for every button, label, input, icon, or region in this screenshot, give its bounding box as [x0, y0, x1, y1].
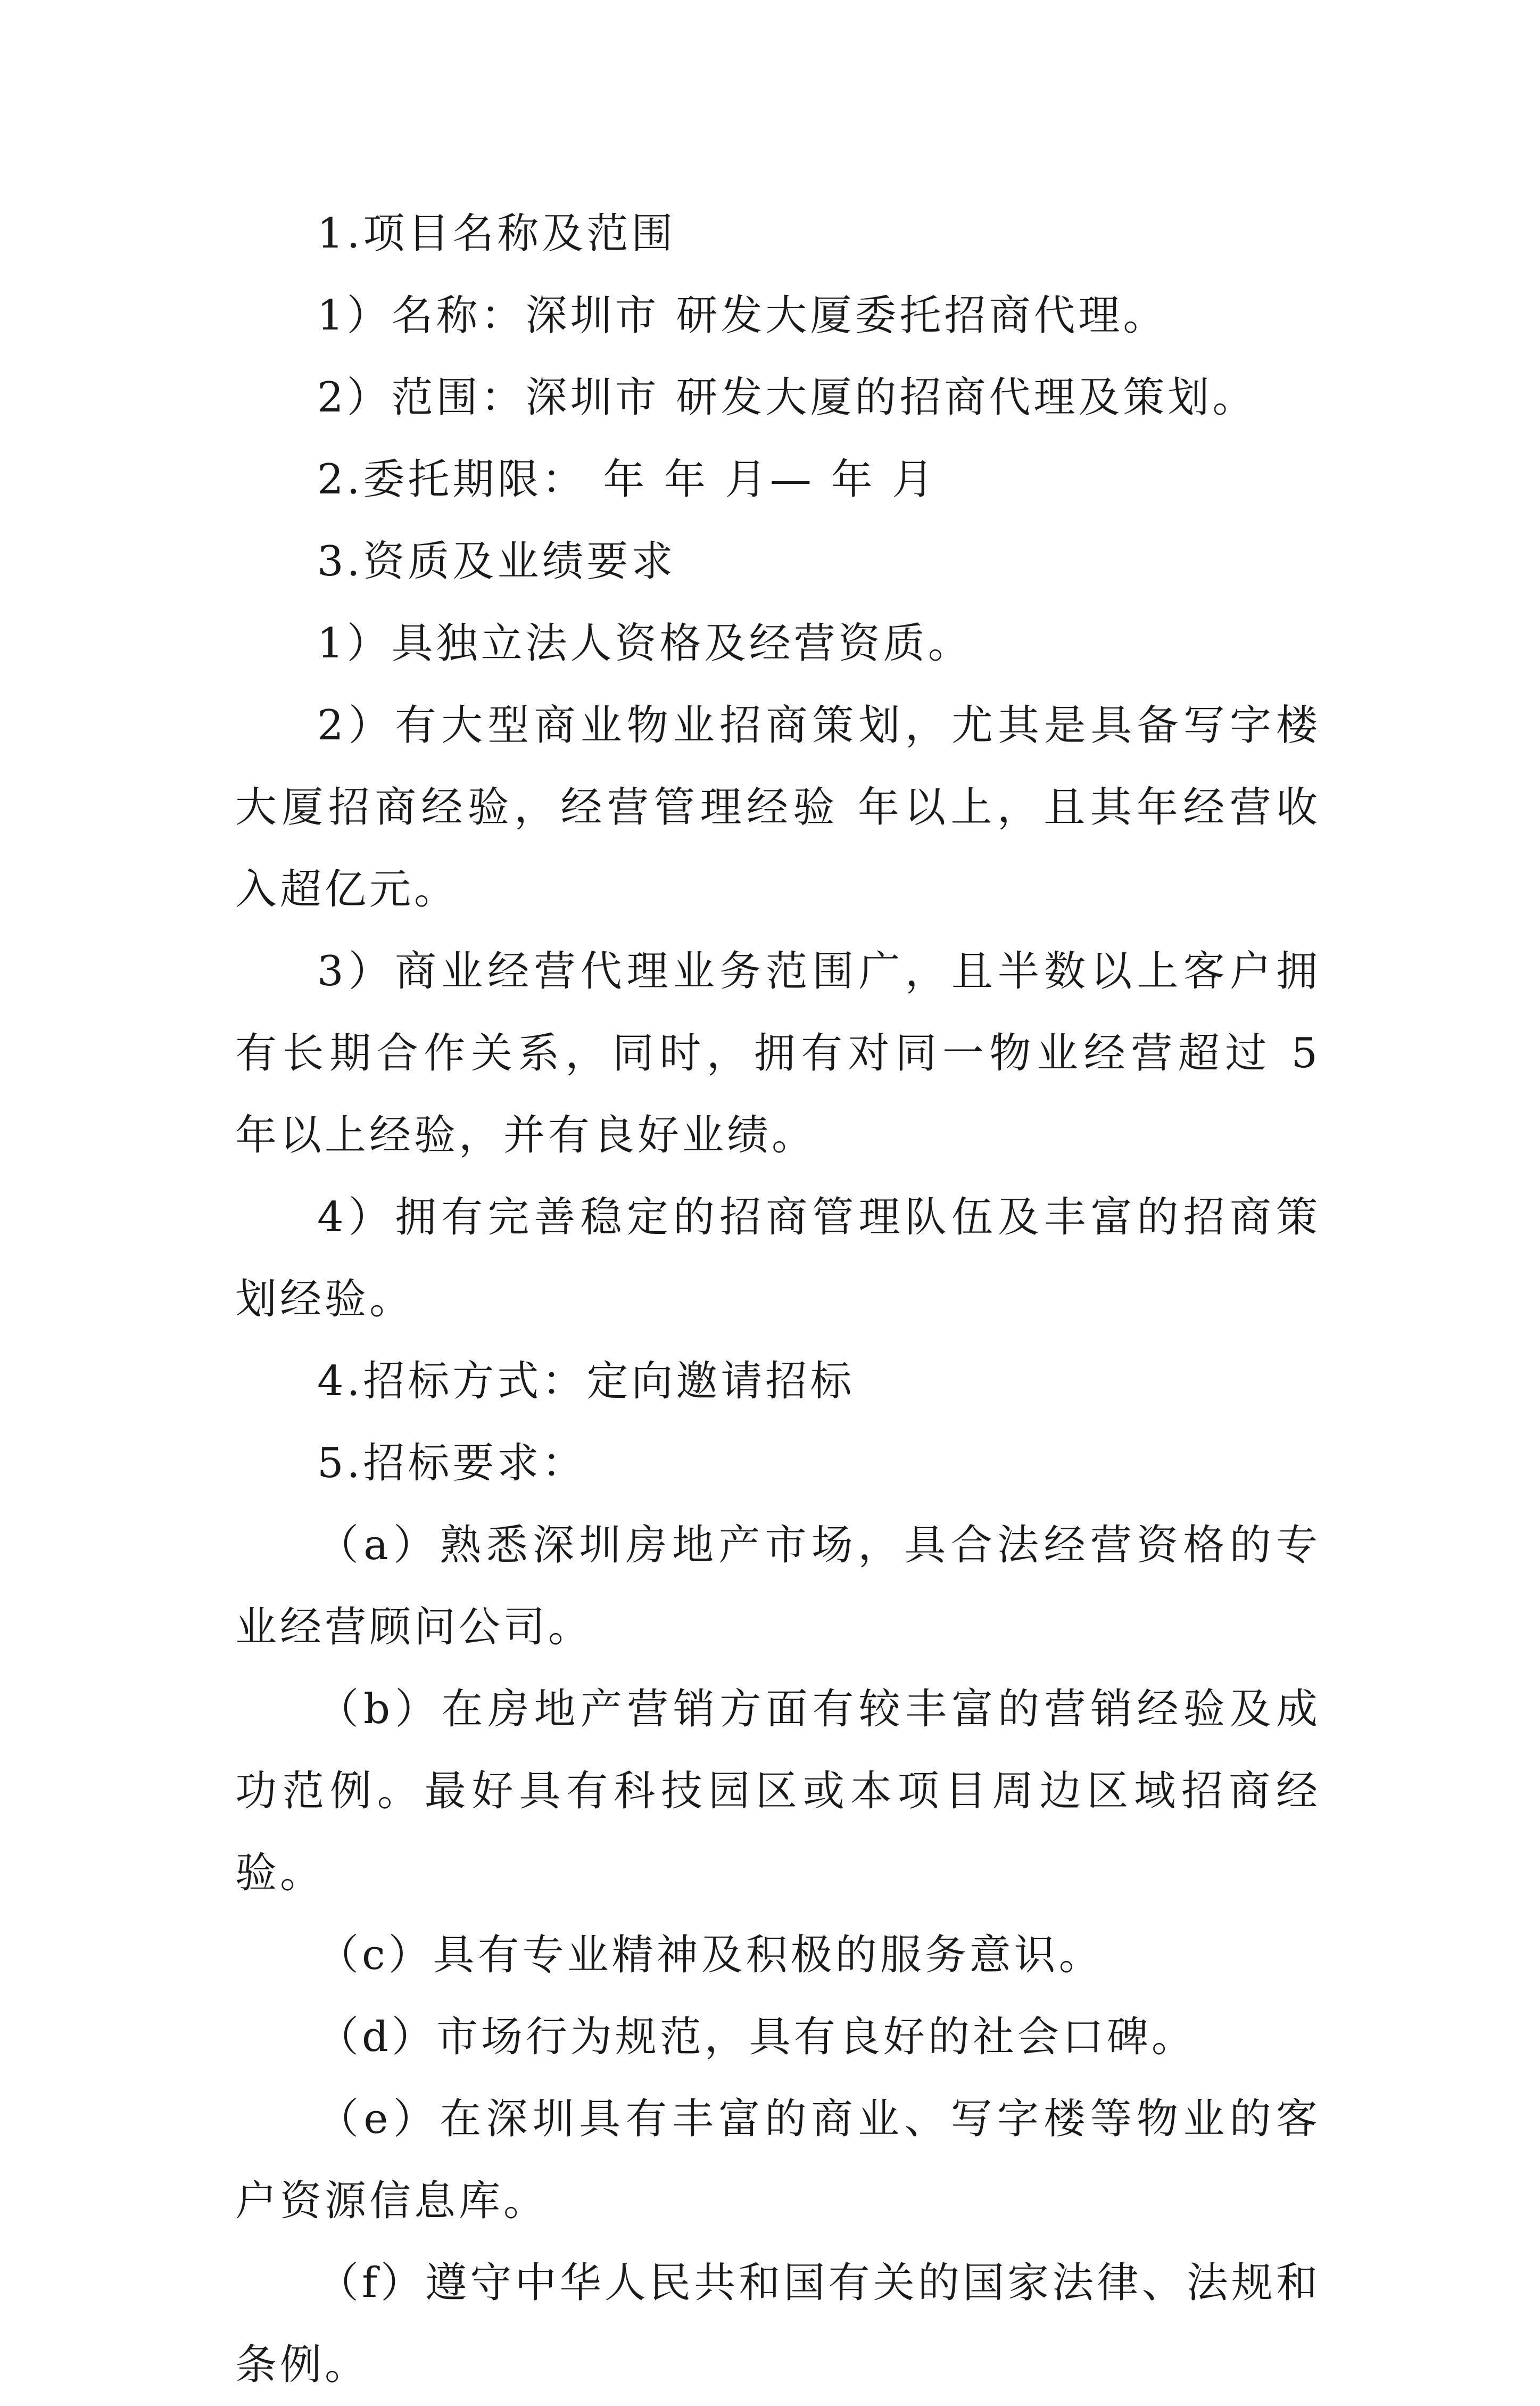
list-item-qualification-2: 2）有大型商业物业招商策划，尤其是具备写字楼大厦招商经验，经营管理经验 年以上，且其年经营收入超亿元。 — [235, 702, 1321, 913]
list-item-name: 1）名称：深圳市 研发大厦委托招商代理。 — [317, 292, 1168, 340]
section-heading-bidding-method: 4.招标方式：定向邀请招标 — [317, 1357, 855, 1405]
list-item-requirement-f: （f）遵守中华人民共和国有关的国家法律、法规和条例。 — [235, 2259, 1321, 2389]
list-item-requirement-c: （c）具有专业精神及积极的服务意识。 — [317, 1931, 1104, 1979]
list-item-requirement-d: （d）市场行为规范，具有良好的社会口碑。 — [317, 2013, 1196, 2061]
list-item-scope: 2）范围：深圳市 研发大厦的招商代理及策划。 — [317, 374, 1257, 422]
list-item-qualification-4: 4）拥有完善稳定的招商管理队伍及丰富的招商策划经验。 — [235, 1193, 1321, 1323]
section-heading-bidding-requirements: 5.招标要求： — [317, 1439, 587, 1487]
list-item-qualification-3: 3）商业经营代理业务范围广，且半数以上客户拥有长期合作关系，同时，拥有对同一物业经营超过 5 年以上经验，并有良好业绩。 — [235, 947, 1321, 1159]
document-body — [235, 193, 1321, 2406]
section-heading-qualification: 3.资质及业绩要求 — [317, 538, 676, 586]
section-heading-term: 2.委托期限： 年 年 月— 年 月 — [317, 456, 937, 504]
list-item-requirement-b: （b）在房地产营销方面有较丰富的营销经验及成功范例。最好具有科技园区或本项目周边区域招商经验。 — [235, 1685, 1321, 1897]
section-heading-project-name: 1.项目名称及范围 — [317, 210, 676, 258]
list-item-requirement-e: （e）在深圳具有丰富的商业、写字楼等物业的客户资源信息库。 — [235, 2095, 1321, 2225]
list-item-qualification-1: 1）具独立法人资格及经营资质。 — [317, 620, 973, 668]
list-item-requirement-a: （a）熟悉深圳房地产市场，具合法经营资格的专业经营顾问公司。 — [235, 1521, 1321, 1651]
